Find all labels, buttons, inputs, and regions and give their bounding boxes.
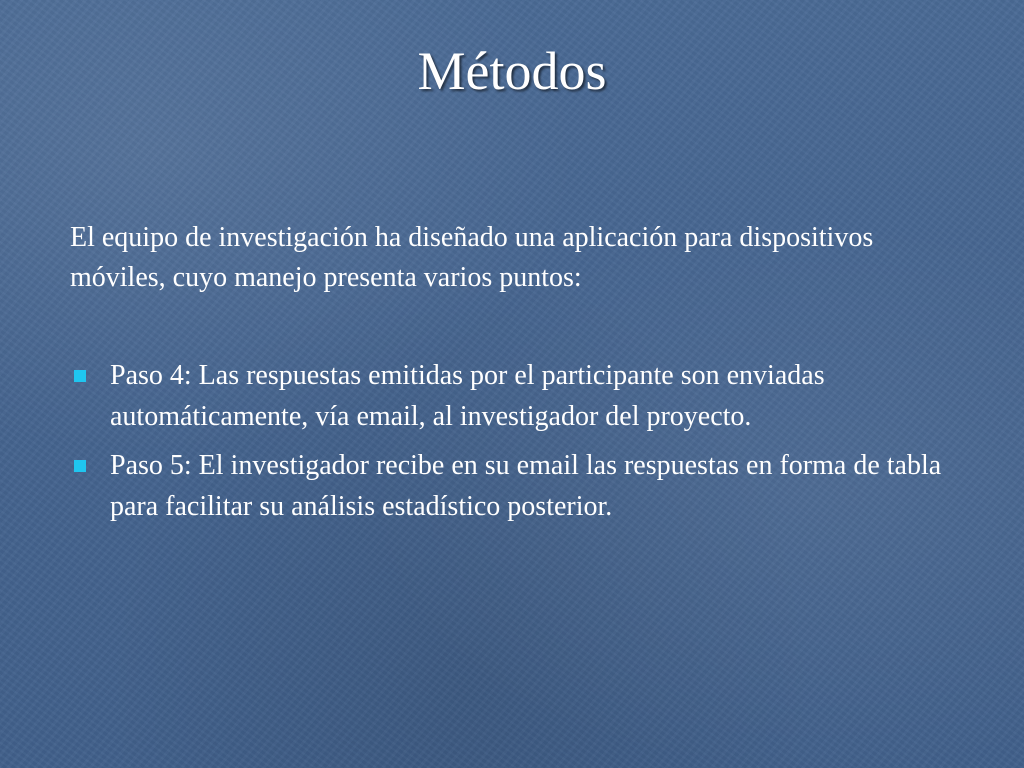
square-bullet-icon	[74, 370, 86, 382]
list-item	[70, 355, 950, 437]
intro-paragraph: El equipo de investigación ha diseñado una aplicación para dispositivos móviles, cuyo manejo presenta varios puntos:	[70, 222, 874, 293]
square-bullet-icon	[74, 460, 86, 472]
list-item	[70, 445, 950, 527]
bullet-text: Paso 4: Las respuestas emitidas por el participante son enviadas automáticamente, vía email, al investigador del proyecto.	[110, 360, 825, 432]
bullet-text: Paso 5: El investigador recibe en su email las respuestas en forma de tabla para facilitar su análisis estadístico posterior.	[110, 450, 942, 522]
slide-title: Métodos	[417, 41, 607, 101]
bullet-list	[70, 355, 950, 535]
